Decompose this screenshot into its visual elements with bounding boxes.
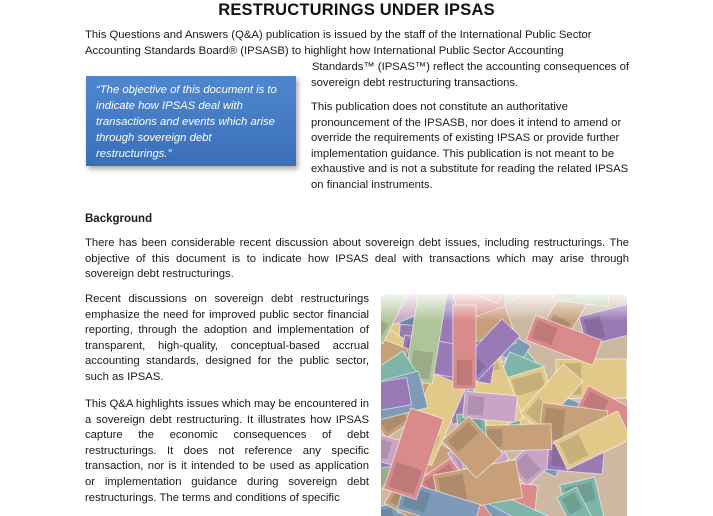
page-title: RESTRUCTURINGS UNDER IPSAS [218,1,495,19]
banknotes-photo [381,294,627,516]
pull-quote-callout [86,76,296,166]
background-paragraph-1: There has been considerable recent discussion about sovereign debt issues, including restructurings. The objective of this document is to indicate how IPSAS deal with transactions which may arise through sovereign debt restructurings. [85,237,629,281]
intro-line-2: Accounting Standards Board® (IPSASB) to highlight how International Public Sector Accounting [85,45,564,57]
banknotes-illustration [381,294,627,516]
intro-line-1: This Questions and Answers (Q&A) publication is issued by the staff of the International Public Sector [85,29,592,41]
section-heading-background: Background [85,213,153,225]
disclaimer-paragraph: This publication does not constitute an authoritative pronouncement of the IPSASB, nor does it intend to amend or override the requirements of existing IPSAS or provide further implementation guidance. This publication is not meant to be exhaustive and is not a substitute for reading the related IPSAS on financial instruments. [311,101,629,191]
intro-line-4: sovereign debt restructuring transactions. [311,77,519,89]
pull-quote-text: “The objective of this document is to indicate how IPSAS deal with transactions and events which arise through sovereign debt restructurings.” [96,84,277,160]
background-paragraph-3: This Q&A highlights issues which may be encountered in a sovereign debt restructuring. It illustrates how IPSAS capture the economic consequences of debt restructurings. It does not reference any specific transaction, nor is it intended to be used as application or implementation guidance during sovereign debt restructurings. The terms and conditions of specific [85,398,369,504]
intro-line-3: Standards™ (IPSAS™) reflect the accounting consequences of [311,61,629,73]
background-paragraph-2: Recent discussions on sovereign debt restructurings emphasize the need for improved public sector financial reporting, through the adoption and implementation of transparent, high-quality, conceptual-based accrual accounting standards, designed for the public sector, such as IPSAS. [85,293,369,383]
